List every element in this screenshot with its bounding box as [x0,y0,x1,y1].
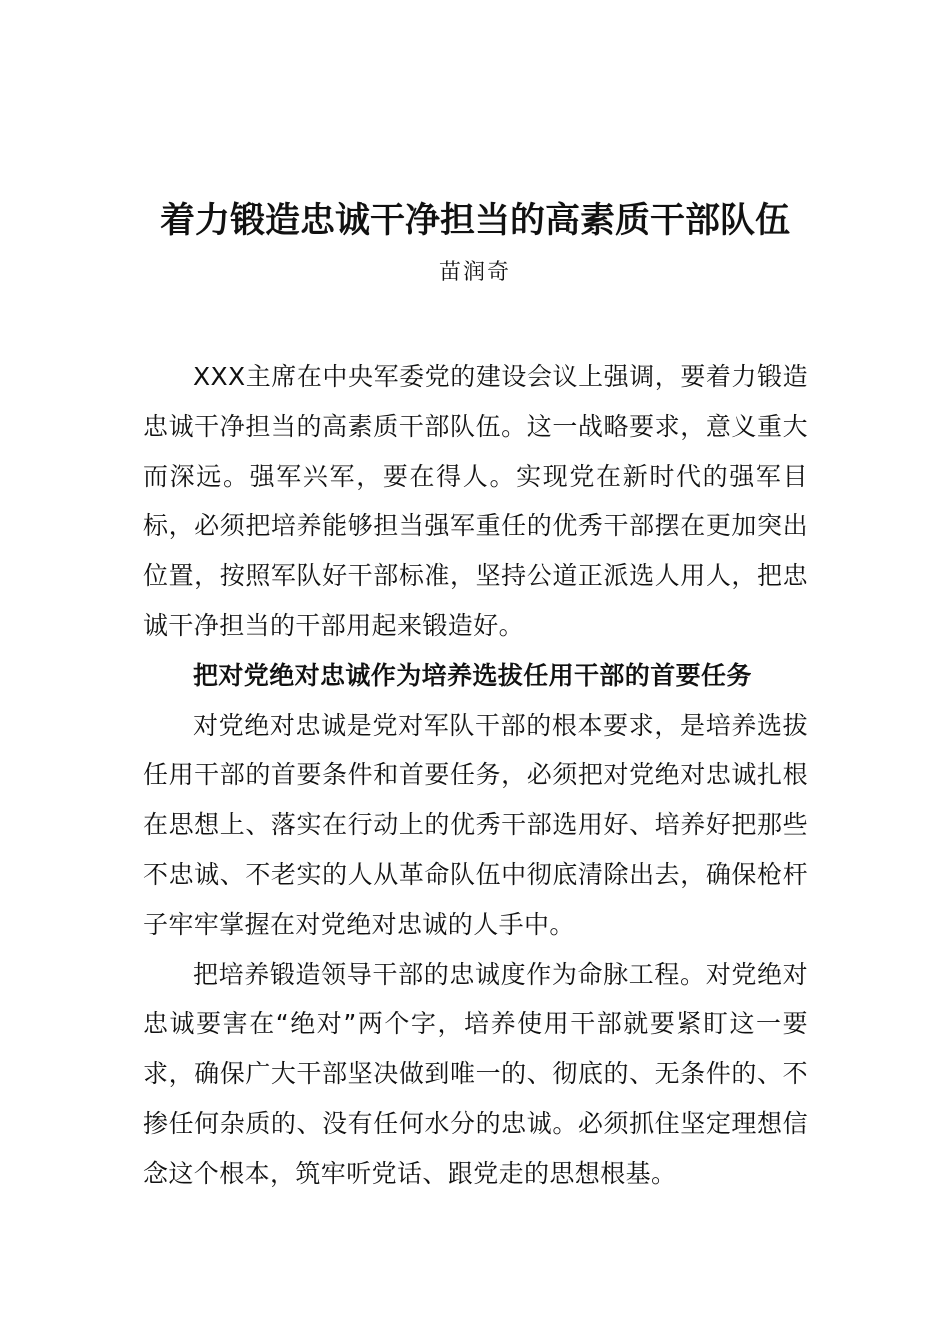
section-heading: 把对党绝对忠诚作为培养选拔任用干部的首要任务 [193,660,752,690]
document-title: 着力锻造忠诚干净担当的高素质干部队伍 [159,201,790,241]
author-name: 苗润奇 [438,260,511,285]
paragraph-loyalty: 对党绝对忠诚是党对军队干部的根本要求，是培养选拔任用干部的首要条件和首要任务，必须把对党绝对忠诚扎根在思想上、落实在行动上的优秀干部选用好、培养好把那些不忠诚、不老实的人从革命队伍中彻底清除出去，确保枪杆子牢牢掌握在对党绝对忠诚的人手中。 [143,710,808,939]
document-body [143,352,808,1199]
paragraph-lifeline: 把培养锻造领导干部的忠诚度作为命脉工程。对党绝对忠诚要害在“绝对”两个字，培养使用干部就要紧盯这一要求，确保广大干部坚决做到唯一的、彻底的、无条件的、不掺任何杂质的、没有任何水分的忠诚。必须抓住坚定理想信念这个根本，筑牢听党话、跟党走的思想根基。 [143,959,808,1188]
paragraph-intro: XXX主席在中央军委党的建设会议上强调，要着力锻造忠诚干净担当的高素质干部队伍。这一战略要求，意义重大而深远。强军兴军，要在得人。实现党在新时代的强军目标，必须把培养能够担当强军重任的优秀干部摆在更加突出位置，按照军队好干部标准，坚持公道正派选人用人，把忠诚干净担当的干部用起来锻造好。 [143,362,808,640]
